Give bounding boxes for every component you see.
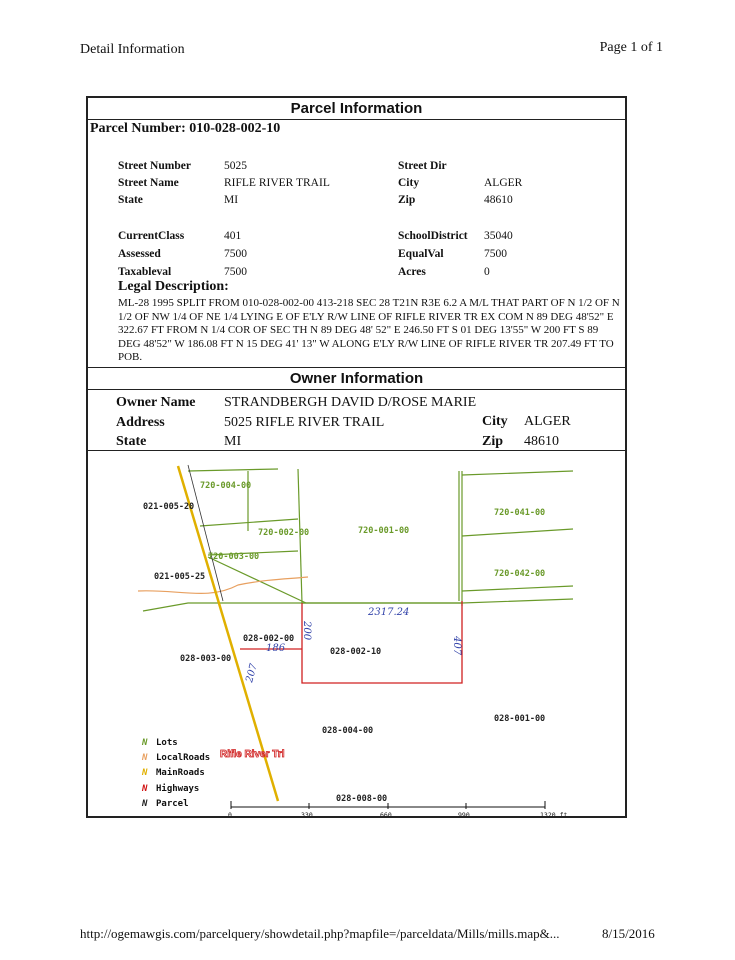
page-number: Page 1 of 1	[599, 40, 663, 55]
parcel-number: Parcel Number: 010-028-002-10	[90, 121, 281, 136]
parcel-label: 028-002-00	[243, 634, 295, 644]
scale-labels	[228, 811, 567, 816]
legal-description-heading: Legal Description:	[118, 279, 229, 294]
parcel-label: 720-004-00	[200, 481, 252, 491]
parcel-fields-right	[398, 158, 447, 209]
parcel-label: 028-008-00	[336, 794, 388, 804]
zip-value: 48610	[484, 194, 513, 206]
taxable-label: Taxableval	[118, 266, 172, 278]
parcel-values-right	[484, 158, 522, 209]
equal-val-value: 7500	[484, 248, 507, 260]
scale-label: 330	[301, 811, 313, 816]
owner-name-value: STRANDBERGH DAVID D/ROSE MARIE	[224, 395, 477, 410]
equal-val-label: EqualVal	[398, 248, 444, 260]
school-district-label: SchoolDistrict	[398, 230, 468, 242]
parcel-label: 720-002-00	[258, 528, 310, 538]
parcel-label: 720-003-00	[208, 552, 260, 562]
legal-description-text: ML-28 1995 SPLIT FROM 010-028-002-00 413-218 SEC 28 T21N R3E 6.2 A M/L THAT PART OF N 1/2 OF N 1/2 OF NW 1/4 OF NE 1/4 LYING E OF E'LY R/W LINE OF RIFLE RIVER TR EX COM N 89 DEG 48'52" E 322.67 FT FROM N 1/4 COR OF SEC TH N 89 DEG 48' 52" E 246.50 FT S 01 DEG 13'55" W 200 FT S 89 DEG 48'52" W 186.08 FT N 15 DEG 41' 13" W ALONG E'LY R/W LINE OF RIFLE RIVER TR 207.49 FT TO POB.	[118, 297, 620, 363]
parcel-label: 720-042-00	[494, 569, 546, 579]
owner-info-title: Owner Information	[289, 370, 424, 387]
scale-label: 660	[380, 811, 392, 816]
parcel-map	[88, 451, 625, 816]
print-date: 8/15/2016	[602, 926, 655, 941]
owner-zip-value: 48610	[524, 433, 559, 449]
acres-value: 0	[484, 266, 490, 278]
parcel-info-title: Parcel Information	[290, 100, 423, 117]
lot-line	[462, 471, 573, 475]
state-value: MI	[224, 194, 239, 206]
taxable-value: 7500	[224, 266, 247, 278]
legend-item: MainRoads	[156, 768, 205, 778]
owner-address-value: 5025 RIFLE RIVER TRAIL	[224, 414, 385, 430]
assessment-fields-left	[118, 227, 184, 281]
legend-item: LocalRoads	[156, 753, 211, 763]
lot-line	[208, 557, 306, 603]
owner-values	[224, 393, 476, 452]
assessment-values-left	[224, 227, 247, 281]
lot-line	[200, 519, 298, 526]
owner-city-label: City	[482, 414, 508, 429]
lot-line	[188, 469, 278, 471]
street-name-value: RIFLE RIVER TRAIL	[224, 177, 330, 189]
street-number-label: Street Number	[118, 160, 191, 172]
state-label: State	[118, 194, 143, 206]
owner-state-label: State	[116, 434, 147, 449]
owner-city-zip-values	[524, 412, 571, 451]
parcel-label: 720-041-00	[494, 508, 546, 518]
owner-zip-label: Zip	[482, 433, 504, 449]
owner-labels	[116, 393, 195, 452]
legend-localroads-icon: N	[142, 753, 148, 763]
legend-lots-icon: N	[142, 738, 148, 748]
annotation: 407	[451, 636, 462, 656]
city-label: City	[398, 177, 420, 189]
legend-highways-icon: N	[142, 784, 148, 794]
legend-item: Lots	[156, 738, 178, 748]
owner-city-zip-labels	[482, 412, 508, 451]
scale-label: 990	[458, 811, 470, 816]
detail-frame	[86, 96, 627, 818]
annotations	[244, 607, 462, 685]
city-value: ALGER	[484, 177, 523, 189]
source-url: http://ogemawgis.com/parcelquery/showdetail.php?mapfile=/parceldata/Mills/mills.map&...	[80, 926, 560, 941]
scale-bar	[231, 801, 545, 809]
annotation: 207	[244, 662, 260, 684]
current-class-value: 401	[224, 230, 242, 242]
annotation: 186	[266, 643, 286, 654]
parcel-label: 028-004-00	[322, 726, 374, 736]
parcel-fields-left	[118, 158, 191, 209]
parcel-label: 028-003-00	[180, 654, 232, 664]
parcel-label: 028-001-00	[494, 714, 546, 724]
assessed-label: Assessed	[118, 248, 161, 260]
street-name-label: Street Name	[118, 177, 179, 189]
street-dir-value	[484, 158, 522, 175]
scale-label: 0	[228, 811, 232, 816]
assessment-fields-right	[398, 227, 468, 281]
annotation: 200	[301, 621, 312, 641]
assessment-values-right	[484, 227, 513, 281]
school-district-value: 35040	[484, 230, 513, 242]
divider	[88, 389, 625, 390]
current-class-label: CurrentClass	[118, 230, 185, 242]
street-dir-label: Street Dir	[398, 160, 447, 172]
owner-state-value: MI	[224, 434, 242, 449]
parcel-label: 028-002-10	[330, 647, 382, 657]
legend-mainroads-icon: N	[142, 768, 148, 778]
parcel-label: 021-005-20	[143, 502, 195, 512]
lot-line	[462, 586, 573, 591]
assessed-value: 7500	[224, 248, 247, 260]
owner-address-label: Address	[116, 414, 165, 430]
road-label: Rifle River Trl	[220, 749, 285, 760]
lot-line	[462, 529, 573, 536]
legend-item: Highways	[156, 784, 200, 794]
street-number-value: 5025	[224, 160, 247, 172]
page-header-title: Detail Information	[80, 42, 185, 57]
lot-line	[143, 599, 573, 611]
legend-parcel-icon: N	[142, 799, 148, 809]
zip-label: Zip	[398, 194, 416, 206]
annotation: 2317.24	[368, 607, 410, 618]
map-legend	[141, 738, 210, 809]
owner-name-label: Owner Name	[116, 395, 196, 410]
divider	[88, 367, 625, 368]
scale-label: 1320 ft	[540, 811, 568, 816]
parcel-label: 720-001-00	[358, 526, 410, 536]
parcel-label: 021-005-25	[154, 572, 206, 582]
divider	[88, 119, 625, 120]
parcel-values-left	[224, 158, 330, 209]
legend-item: Parcel	[156, 799, 189, 809]
acres-label: Acres	[398, 266, 426, 278]
owner-city-value: ALGER	[524, 414, 571, 429]
